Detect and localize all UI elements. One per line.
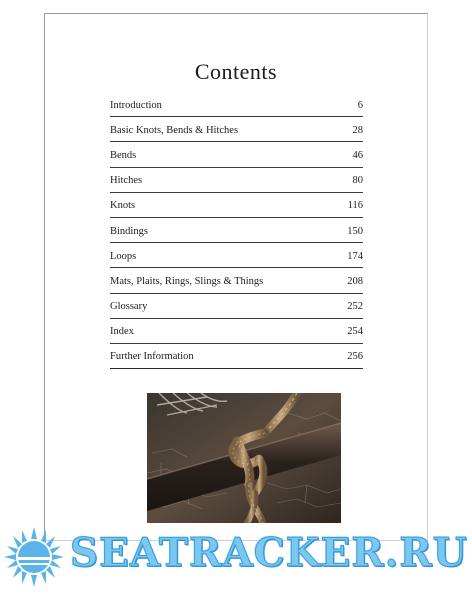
toc-entry-knots[interactable]	[110, 193, 363, 218]
toc-entry-page: 28	[352, 124, 363, 136]
toc-entry-label: Glossary	[110, 301, 148, 313]
toc-entry-label: Loops	[110, 250, 137, 262]
knot-photo	[147, 393, 341, 523]
toc-entry-page: 116	[347, 200, 363, 212]
toc-entry-mats-plaits[interactable]	[110, 268, 363, 293]
table-of-contents	[110, 92, 363, 369]
toc-entry-glossary[interactable]	[110, 294, 363, 319]
toc-entry-page: 46	[352, 149, 363, 161]
toc-entry-label: Mats, Plaits, Rings, Slings & Things	[110, 275, 264, 287]
toc-entry-basic-knots[interactable]	[110, 117, 363, 142]
toc-entry-bends[interactable]	[110, 142, 363, 167]
sun-logo-icon	[0, 525, 80, 590]
toc-entry-label: Index	[110, 326, 134, 338]
toc-entry-page: 6	[357, 99, 363, 111]
toc-entry-label: Bindings	[110, 225, 148, 237]
toc-entry-page: 254	[347, 326, 363, 338]
toc-entry-label: Further Information	[110, 351, 194, 363]
toc-entry-page: 150	[347, 225, 363, 237]
toc-entry-bindings[interactable]	[110, 218, 363, 243]
toc-entry-further-information[interactable]	[110, 344, 363, 369]
toc-entry-page: 256	[347, 351, 363, 363]
watermark-text: SEATRACKER.RU	[70, 530, 468, 576]
toc-entry-page: 208	[347, 275, 363, 287]
toc-entry-page: 252	[347, 301, 363, 313]
toc-entry-label: Basic Knots, Bends & Hitches	[110, 124, 239, 136]
toc-entry-introduction[interactable]	[110, 92, 363, 117]
toc-entry-loops[interactable]	[110, 243, 363, 268]
toc-entry-index[interactable]	[110, 319, 363, 344]
toc-entry-label: Knots	[110, 200, 136, 212]
toc-entry-label: Bends	[110, 149, 137, 161]
toc-entry-label: Introduction	[110, 99, 162, 111]
page-title: Contents	[194, 59, 278, 84]
toc-entry-hitches[interactable]	[110, 168, 363, 193]
toc-entry-page: 80	[352, 175, 363, 187]
toc-entry-page: 174	[347, 250, 363, 262]
toc-entry-label: Hitches	[110, 175, 143, 187]
